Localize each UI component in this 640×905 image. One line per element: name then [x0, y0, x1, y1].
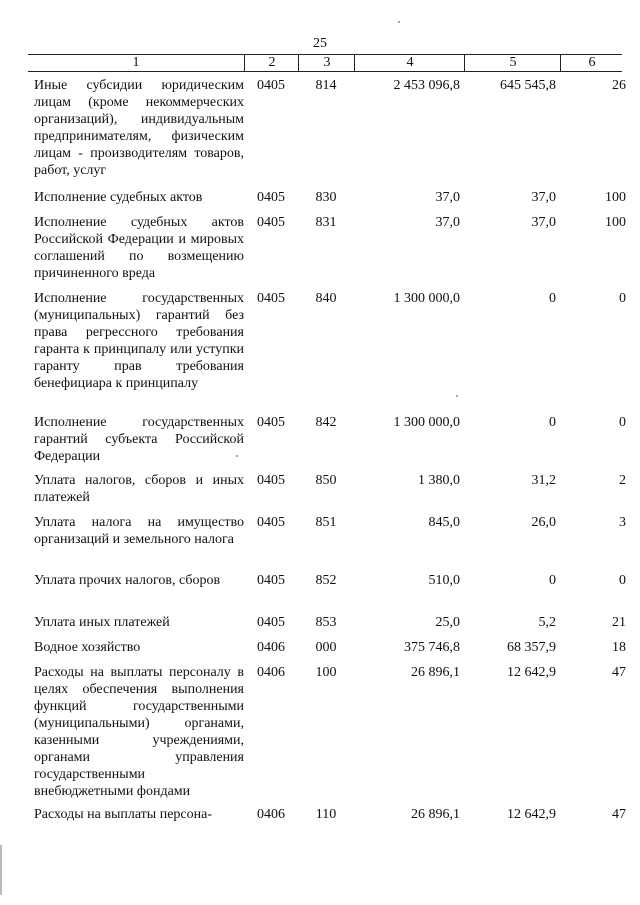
scan-speck — [456, 395, 458, 397]
row-section: 0406 — [257, 665, 285, 680]
page-number: 25 — [313, 36, 327, 51]
row-plan: 375 746,8 — [404, 640, 460, 655]
row-name: Иные субсидии юридическим лицам (кроме некоммерческих организаций), индивидуальным предпринимателям, физическим лицам - производителям товаров, работ, услуг — [34, 78, 244, 178]
row-percent: 18 — [612, 640, 626, 655]
row-percent: 3 — [619, 515, 626, 530]
row-plan: 1 300 000,0 — [393, 291, 460, 306]
column-header-4: 4 — [354, 55, 465, 71]
row-actual: 5,2 — [538, 615, 556, 630]
row-code: 853 — [315, 615, 337, 630]
row-section: 0405 — [257, 291, 285, 306]
row-actual: 645 545,8 — [500, 78, 556, 93]
row-actual: 0 — [549, 415, 556, 430]
row-percent: 0 — [619, 415, 626, 430]
row-name: Расходы на выплаты персоналу в целях обеспечения выполнения функций государственными (муниципальными) органами, казенными учреждениями, органами управления государственными внебюджетными фондами — [34, 665, 244, 799]
row-code: 830 — [315, 190, 337, 205]
row-section: 0405 — [257, 615, 285, 630]
row-code: 110 — [315, 807, 337, 822]
row-plan: 510,0 — [428, 573, 460, 588]
row-code: 842 — [315, 415, 337, 430]
table-row — [28, 409, 628, 467]
row-section: 0406 — [257, 807, 285, 822]
row-plan: 1 380,0 — [418, 473, 460, 488]
table-row — [28, 609, 628, 634]
row-code: 000 — [315, 640, 337, 655]
row-plan: 845,0 — [428, 515, 460, 530]
row-percent: 100 — [605, 190, 626, 205]
row-actual: 0 — [549, 291, 556, 306]
row-percent: 26 — [612, 78, 626, 93]
row-section: 0405 — [257, 415, 285, 430]
column-header-2: 2 — [244, 55, 299, 71]
scan-speck — [236, 455, 238, 457]
table-row — [28, 184, 628, 209]
row-section: 0405 — [257, 190, 285, 205]
row-percent: 47 — [612, 807, 626, 822]
row-plan: 26 896,1 — [411, 665, 460, 680]
row-section: 0405 — [257, 473, 285, 488]
table-row — [28, 467, 628, 509]
row-section: 0405 — [257, 573, 285, 588]
row-actual: 12 642,9 — [507, 807, 556, 822]
budget-table — [28, 72, 628, 827]
row-percent: 2 — [619, 473, 626, 488]
row-plan: 2 453 096,8 — [393, 78, 460, 93]
row-actual: 31,2 — [531, 473, 556, 488]
row-name: Исполнение судебных актов Российской Федерации и мировых соглашений по возмещению причиненного вреда — [34, 215, 244, 281]
row-code: 814 — [315, 78, 337, 93]
row-name: Уплата иных платежей — [34, 615, 170, 630]
row-actual: 0 — [549, 573, 556, 588]
row-actual: 68 357,9 — [507, 640, 556, 655]
table-row — [28, 509, 628, 567]
row-percent: 0 — [619, 573, 626, 588]
row-plan: 26 896,1 — [411, 807, 460, 822]
table-row — [28, 285, 628, 409]
row-name: Исполнение государственных гарантий субъекта Российской Федерации — [34, 415, 244, 464]
row-name: Уплата прочих налогов, сборов — [34, 573, 221, 588]
scan-speck — [398, 21, 400, 23]
row-section: 0405 — [257, 515, 285, 530]
row-actual: 37,0 — [531, 215, 556, 230]
column-header-5: 5 — [464, 55, 561, 71]
table-row — [28, 72, 628, 184]
row-plan: 37,0 — [435, 190, 460, 205]
row-percent: 47 — [612, 665, 626, 680]
row-name: Исполнение государственных (муниципальных) гарантий без права регрессного требования гаранта к принципалу или уступки гаранту прав требования бенефициара к принципалу — [34, 291, 244, 391]
row-plan: 25,0 — [435, 615, 460, 630]
row-code: 840 — [315, 291, 337, 306]
row-section: 0405 — [257, 215, 285, 230]
row-plan: 37,0 — [435, 215, 460, 230]
row-name: Уплата налога на имущество организаций и земельного налога — [34, 515, 244, 547]
table-row — [28, 634, 628, 659]
row-plan: 1 300 000,0 — [393, 415, 460, 430]
row-name: Уплата налогов, сборов и иных платежей — [34, 473, 244, 505]
table-row — [28, 659, 628, 801]
row-percent: 0 — [619, 291, 626, 306]
column-header-3: 3 — [298, 55, 355, 71]
row-actual: 37,0 — [531, 190, 556, 205]
row-name: Водное хозяйство — [34, 640, 141, 655]
table-row — [28, 801, 628, 827]
row-code: 100 — [315, 665, 337, 680]
column-header-1: 1 — [132, 55, 140, 70]
row-section: 0406 — [257, 640, 285, 655]
scan-edge-mark — [0, 845, 2, 895]
row-actual: 26,0 — [531, 515, 556, 530]
column-header-6: 6 — [560, 55, 623, 71]
row-code: 852 — [315, 573, 337, 588]
row-percent: 100 — [605, 215, 626, 230]
table-row — [28, 567, 628, 609]
row-name: Исполнение судебных актов — [34, 190, 203, 205]
row-section: 0405 — [257, 78, 285, 93]
row-actual: 12 642,9 — [507, 665, 556, 680]
row-code: 850 — [315, 473, 337, 488]
table-row — [28, 209, 628, 285]
row-percent: 21 — [612, 615, 626, 630]
row-code: 851 — [315, 515, 337, 530]
row-name: Расходы на выплаты персона- — [34, 807, 212, 822]
row-code: 831 — [315, 215, 337, 230]
